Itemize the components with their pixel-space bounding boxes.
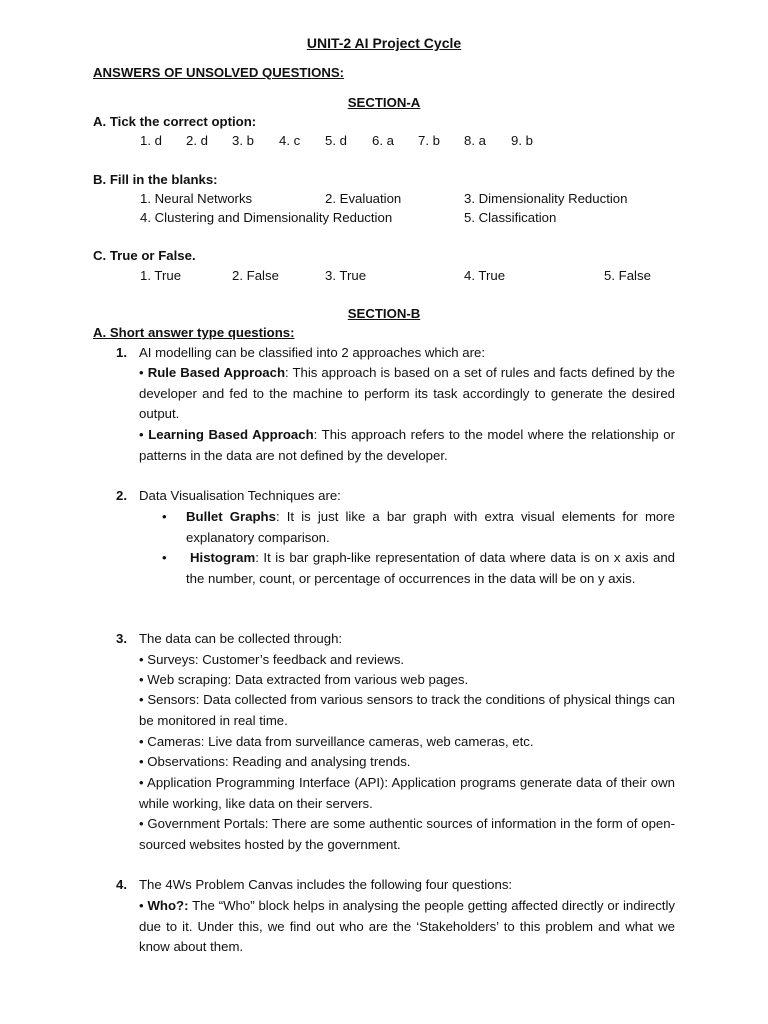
- section-a-heading: SECTION-A: [347, 95, 421, 110]
- term-who: Who?:: [147, 898, 189, 913]
- question-number: 2.: [116, 488, 127, 503]
- section-b-heading: SECTION-B: [347, 306, 421, 321]
- fill-heading: B. Fill in the blanks:: [93, 172, 218, 187]
- term-rule-based: Rule Based Approach: [147, 365, 285, 380]
- tick-answer: 7. b: [418, 133, 440, 148]
- question-intro: Data Visualisation Techniques are:: [139, 488, 341, 503]
- tick-answer: 4. c: [279, 133, 301, 148]
- tick-answer: 5. d: [325, 133, 347, 148]
- fill-answer: 3. Dimensionality Reduction: [464, 191, 628, 206]
- tick-answer: 3. b: [232, 133, 254, 148]
- list-item: [139, 773, 675, 814]
- bullet-glyph: •: [139, 816, 144, 831]
- q1-rule-based-bullet: [139, 363, 675, 425]
- fill-answer: 5. Classification: [464, 210, 557, 225]
- bullet-glyph: •: [139, 427, 144, 442]
- list-item: [139, 690, 675, 731]
- bullet-glyph: •: [139, 754, 144, 769]
- list-item-text: Cameras: Live data from surveillance cameras, web cameras, etc.: [147, 734, 534, 749]
- tick-answer: 8. a: [464, 133, 486, 148]
- term-description: : It is just like a bar graph with extra visual elements for more explanatory comparison.: [186, 509, 675, 545]
- fill-answer: 2. Evaluation: [325, 191, 402, 206]
- list-item: [139, 670, 675, 691]
- list-item-text: Web scraping: Data extracted from various web pages.: [147, 672, 469, 687]
- fill-answer: 1. Neural Networks: [140, 191, 253, 206]
- term-histogram: Histogram: [190, 550, 256, 565]
- bullet-glyph: •: [139, 898, 144, 913]
- tick-answer: 1. d: [140, 133, 162, 148]
- tick-heading: A. Tick the correct option:: [93, 114, 257, 129]
- tf-answer: 2. False: [232, 268, 279, 283]
- tf-heading: C. True or False.: [93, 248, 196, 263]
- q4-who-bullet: [139, 896, 675, 958]
- list-item-text: Application Programming Interface (API): Application programs generate data of their own while working, like data on their servers.: [139, 775, 675, 811]
- question-intro: The 4Ws Problem Canvas includes the following four questions:: [139, 877, 513, 892]
- term-learning-based: Learning Based Approach: [148, 427, 314, 442]
- list-item-text: Surveys: Customer’s feedback and reviews.: [147, 652, 405, 667]
- answers-subtitle: ANSWERS OF UNSOLVED QUESTIONS:: [93, 65, 345, 80]
- bullet-glyph: •: [139, 692, 144, 707]
- list-item-text: Observations: Reading and analysing trends.: [147, 754, 411, 769]
- bullet-glyph: •: [139, 775, 144, 790]
- bullet-glyph: •: [139, 652, 144, 667]
- term-bullet-graphs: Bullet Graphs: [186, 509, 276, 524]
- question-intro: The data can be collected through:: [139, 631, 343, 646]
- bullet-glyph: •: [162, 550, 167, 565]
- term-description: The “Who” block helps in analysing the people getting affected directly or indirectly due to it. Under this, we find out who are the ‘Stakeholders’ to this problem and what we know about them.: [139, 898, 675, 955]
- tick-answer: 2. d: [186, 133, 208, 148]
- question-intro: AI modelling can be classified into 2 approaches which are:: [139, 345, 486, 360]
- question-number: 4.: [116, 877, 127, 892]
- term-description: : It is bar graph-like representation of data where data is on x axis and the number, count, or percentage of occurrences in the data will be on y axis.: [186, 550, 675, 586]
- bullet-glyph: •: [139, 672, 144, 687]
- tf-answer: 3. True: [325, 268, 367, 283]
- tf-answer: 5. False: [604, 268, 651, 283]
- list-item-text: Government Portals: There are some authentic sources of information in the form of open-sourced websites hosted by the government.: [139, 816, 675, 852]
- bullet-glyph: •: [139, 734, 144, 749]
- page-title: UNIT-2 AI Project Cycle: [306, 35, 462, 51]
- term-description: : This approach refers to the model where the relationship or patterns in the data are not defined by the developer.: [139, 427, 675, 463]
- fill-answer: 4. Clustering and Dimensionality Reduction: [140, 210, 393, 225]
- tf-answer: 4. True: [464, 268, 506, 283]
- bullet-glyph: •: [162, 509, 167, 524]
- tick-answer: 9. b: [511, 133, 533, 148]
- term-description: : This approach is based on a set of rules and facts defined by the developer and fed to the machine to perform its task accordingly to generate the desired output.: [139, 365, 675, 422]
- tf-answer: 1. True: [140, 268, 182, 283]
- list-item: [139, 814, 675, 855]
- question-number: 1.: [116, 345, 127, 360]
- list-item: [139, 650, 675, 671]
- list-item: [139, 752, 675, 773]
- short-answer-heading: A. Short answer type questions:: [93, 325, 295, 340]
- q2-histogram: [186, 548, 675, 589]
- q2-bullet-graphs: [186, 507, 675, 548]
- q1-learning-based-bullet: [139, 425, 675, 466]
- question-number: 3.: [116, 631, 127, 646]
- tick-answer: 6. a: [372, 133, 394, 148]
- list-item-text: Sensors: Data collected from various sensors to track the conditions of physical things can be monitored in real time.: [139, 692, 675, 728]
- list-item: [139, 732, 675, 753]
- bullet-glyph: •: [139, 365, 144, 380]
